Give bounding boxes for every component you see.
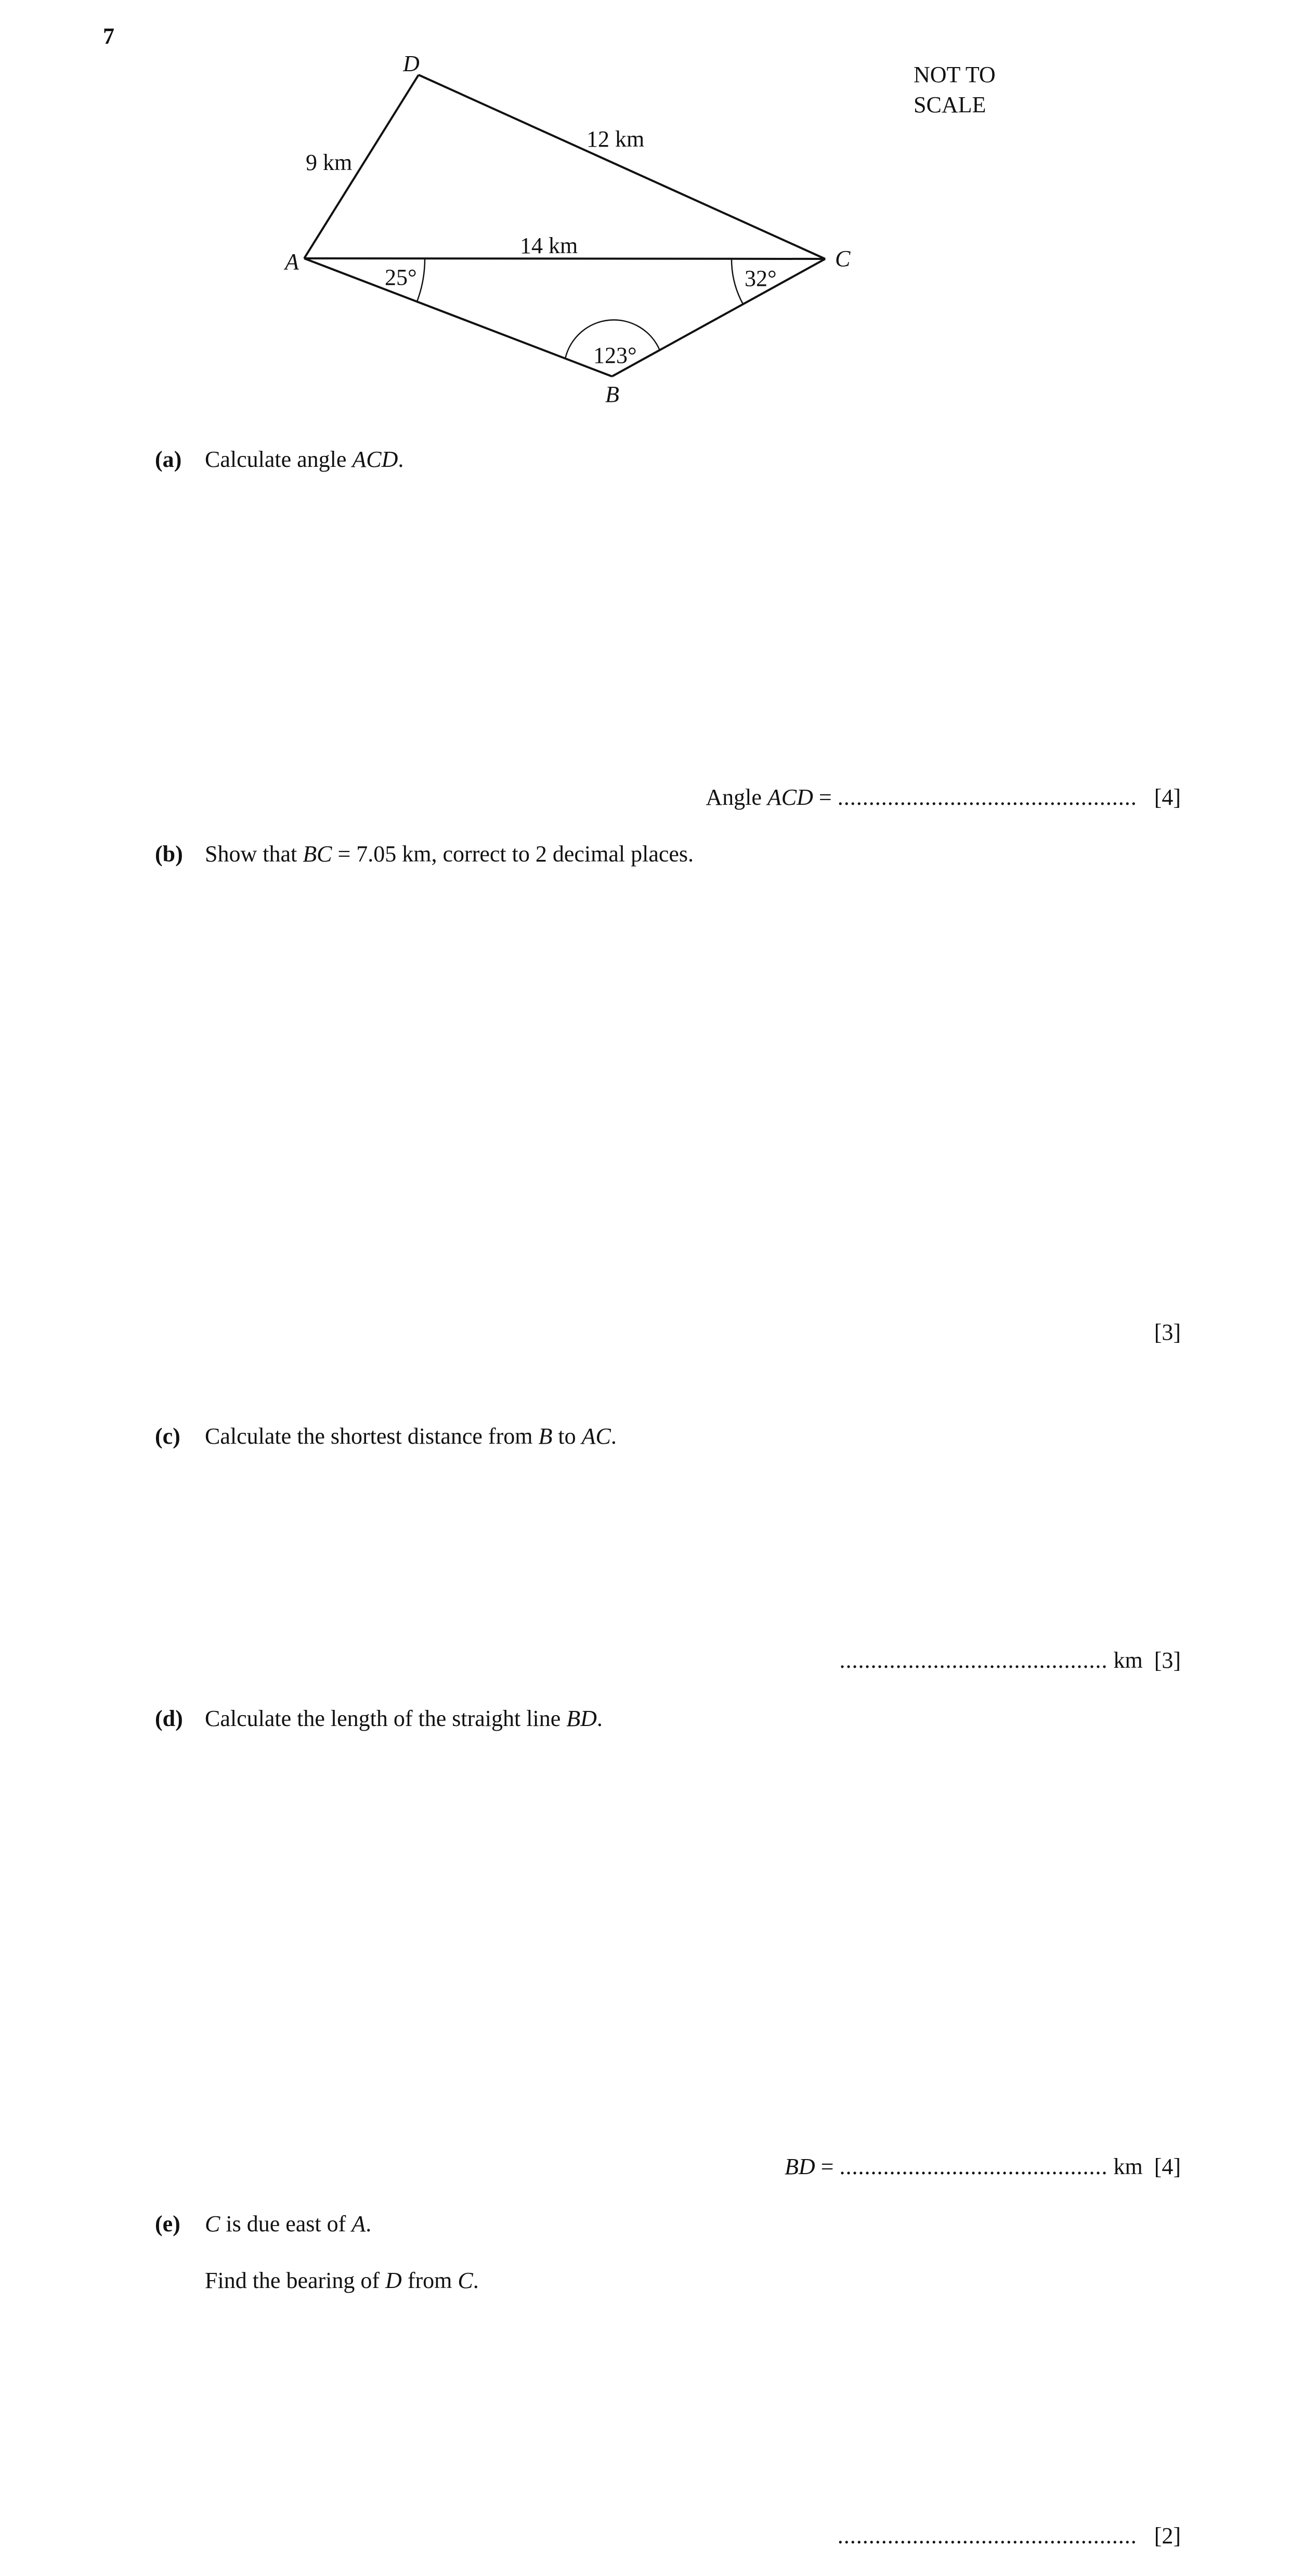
marks: [4] — [1154, 784, 1181, 810]
part-c-label: (c) — [155, 1423, 180, 1449]
vertex-label-a: A — [285, 249, 299, 274]
angle-label-a: 25° — [385, 265, 417, 290]
part-e-label: (e) — [155, 2211, 180, 2237]
marks: [2] — [1154, 2523, 1181, 2548]
part-a-answer-line[interactable]: Angle ACD = ................................................ [4] — [706, 784, 1181, 810]
quadrilateral-diagram — [0, 0, 1290, 416]
part-b-question: Show that BC = 7.05 km, correct to 2 decimal places. — [205, 841, 694, 867]
not-to-scale-note — [914, 61, 996, 119]
answer-dots: ........................................... — [839, 1647, 1108, 1673]
marks: [3] — [1154, 1647, 1181, 1673]
length-label-dc: 12 km — [587, 126, 645, 152]
vertex-label-b: B — [605, 382, 619, 407]
answer-dots: ................................................ — [837, 2523, 1137, 2548]
question-number: 7 — [103, 23, 114, 49]
note-line-2: SCALE — [914, 92, 986, 117]
answer-dots: ................................................ — [837, 784, 1137, 810]
side-ac — [304, 258, 825, 259]
part-c-answer-line[interactable] — [839, 1647, 1181, 1674]
part-d-label: (d) — [155, 1706, 183, 1731]
length-label-ad: 9 km — [306, 150, 353, 175]
part-e-question: Find the bearing of D from C. — [205, 2268, 479, 2293]
vertex-label-c: C — [835, 246, 851, 271]
unit: km — [1113, 1647, 1143, 1673]
answer-dots: ........................................... — [839, 2154, 1108, 2179]
part-b-marks: [3] — [1154, 1319, 1181, 1345]
angle-arc-c — [732, 259, 743, 304]
marks: [4] — [1154, 2154, 1181, 2179]
note-line-1: NOT TO — [914, 62, 996, 87]
part-e-answer-line[interactable] — [838, 2522, 1181, 2549]
part-a-label: (a) — [155, 447, 182, 472]
side-dc — [419, 75, 825, 259]
part-d-answer-line[interactable]: BD = ........................................... km [4] — [784, 2154, 1181, 2179]
part-a-question: Calculate angle ACD. — [205, 447, 404, 472]
side-bc — [612, 259, 825, 376]
angle-arc-a — [417, 258, 425, 302]
length-label-ac: 14 km — [520, 233, 578, 258]
angle-label-b: 123° — [593, 343, 637, 368]
part-e-statement: C is due east of A. — [205, 2211, 372, 2237]
unit: km — [1113, 2154, 1143, 2179]
angle-label-c: 32° — [745, 266, 777, 291]
vertex-label-d: D — [403, 51, 420, 76]
part-c-question: Calculate the shortest distance from B to AC. — [205, 1423, 617, 1449]
part-b-label: (b) — [155, 841, 183, 867]
part-d-question: Calculate the length of the straight line BD. — [205, 1706, 603, 1731]
